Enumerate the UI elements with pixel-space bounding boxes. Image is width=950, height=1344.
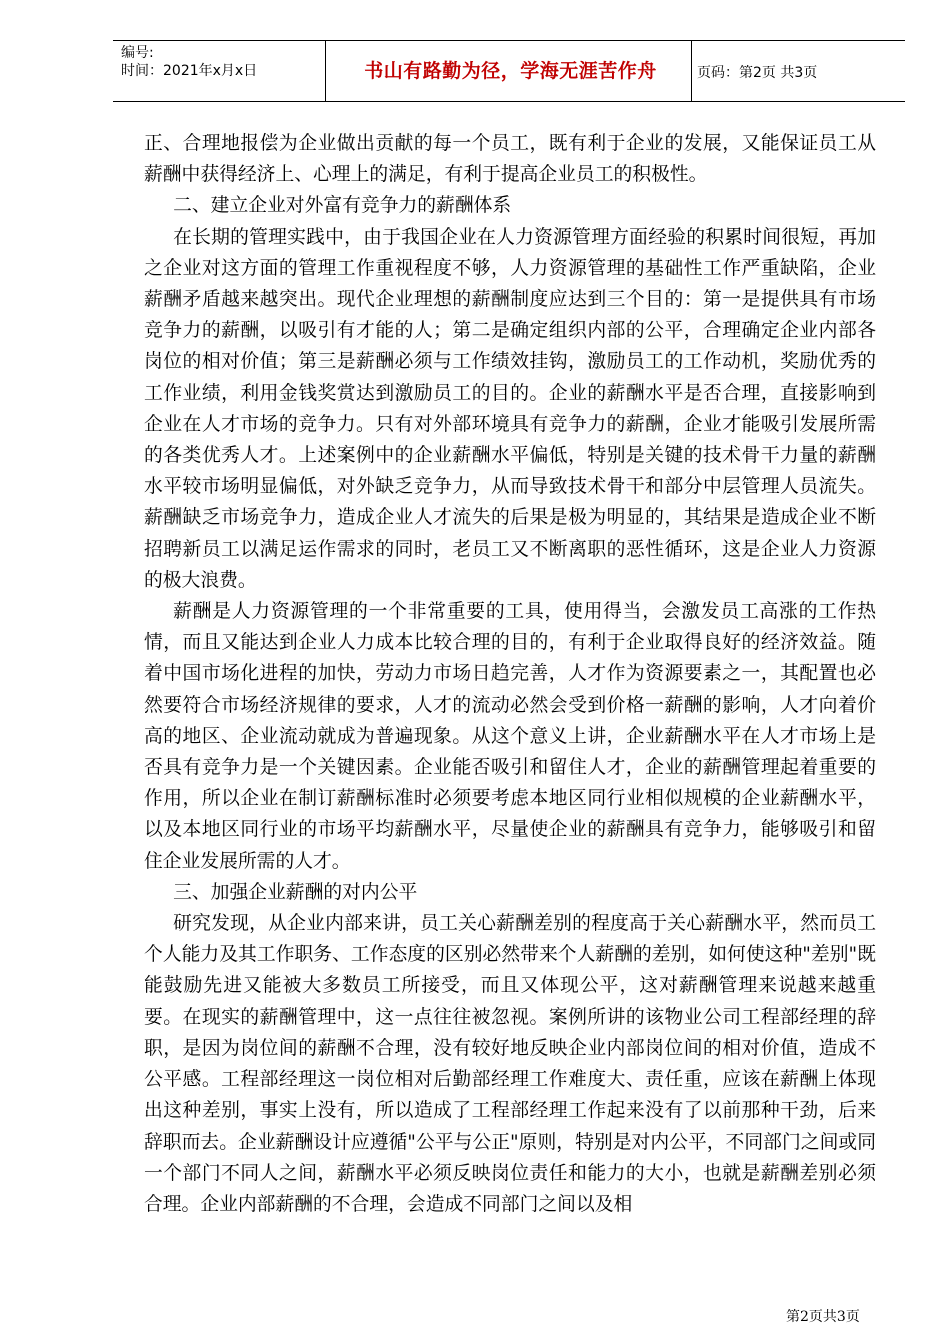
- header-meta: [121, 44, 321, 80]
- body-paragraph: 研究发现，从企业内部来讲，员工关心薪酬差别的程度高于关心薪酬水平，然而员工个人能力及其工作职务、工作态度的区别必然带来个人薪酬的差别，如何使这种"差别"既能鼓励先进又能被大多数员工所接受，而且又体现公平，这对薪酬管理来说越来越重要。在现实的薪酬管理中，这一点往往被忽视。案例所讲的该物业公司工程部经理的辞职，是因为岗位间的薪酬不合理，没有较好地反映企业内部岗位间的相对价值，造成不公平感。工程部经理这一岗位相对后勤部经理工作难度大、责任重，应该在薪酬上体现出这种差别，事实上没有，所以造成了工程部经理工作起来没有了以前那种干劲，后来辞职而去。企业薪酬设计应遵循"公平与公正"原则，特别是对内公平，不同部门之间或同一个部门不同人之间，薪酬水平必须反映岗位责任和能力的大小，也就是薪酬差别必须合理。企业内部薪酬的不合理，会造成不同部门之间以及相: [144, 913, 876, 1215]
- page-header: [113, 40, 905, 102]
- body-paragraph: 在长期的管理实践中，由于我国企业在人力资源管理方面经验的积累时间很短，再加之企业对这方面的管理工作重视程度不够，人力资源管理的基础性工作严重缺陷，企业薪酬矛盾越来越突出。现代企业理想的薪酬制度应达到三个目的：第一是提供具有市场竞争力的薪酬，以吸引有才能的人；第二是确定组织内部的公平，合理确定企业内部各岗位的相对价值；第三是薪酬必须与工作绩效挂钩，激励员工的工作动机，奖励优秀的工作业绩，利用金钱奖赏达到激励员工的目的。企业的薪酬水平是否合理，直接影响到企业在人才市场的竞争力。只有对外部环境具有竞争力的薪酬，企业才能吸引发展所需的各类优秀人才。上述案例中的企业薪酬水平偏低，特别是关键的技术骨干力量的薪酬水平较市场明显偏低，对外缺乏竞争力，从而导致技术骨干和部分中层管理人员流失。薪酬缺乏市场竞争力，造成企业人才流失的后果是极为明显的，其结果是造成企业不断招聘新员工以满足运作需求的同时，老员工又不断离职的恶性循环，这是企业人力资源的极大浪费。: [144, 226, 876, 591]
- header-page-label: 页码：第2页 共3页: [697, 65, 818, 81]
- page-footer: 第2页共3页: [786, 1309, 860, 1325]
- body-paragraph: 薪酬是人力资源管理的一个非常重要的工具，使用得当，会激发员工高涨的工作热情，而且又能达到企业人力成本比较合理的目的，有利于企业取得良好的经济效益。随着中国市场化进程的加快，劳动力市场日趋完善，人才作为资源要素之一，其配置也必然要符合市场经济规律的要求，人才的流动必然会受到价格一薪酬的影响，人才向着价高的地区、企业流动就成为普遍现象。从这个意义上讲，企业薪酬水平在人才市场上是否具有竞争力是一个关键因素。企业能否吸引和留住人才，企业的薪酬管理起着重要的作用，所以企业在制订薪酬标准时必须要考虑本地区同行业相似规模的企业薪酬水平，以及本地区同行业的市场平均薪酬水平，尽量使企业的薪酬具有竞争力，能够吸引和留住企业发展所需的人才。: [144, 601, 876, 872]
- header-divider: [691, 41, 692, 101]
- header-divider: [325, 41, 326, 101]
- section-heading: 三、加强企业薪酬的对内公平: [173, 881, 418, 903]
- section-heading: 二、建立企业对外富有竞争力的薪酬体系: [173, 195, 512, 217]
- document-body: [144, 128, 876, 1220]
- header-time-label: 时间：2021年x月x日: [121, 63, 258, 79]
- header-number-label: 编号:: [121, 45, 154, 61]
- header-motto: 书山有路勤为径，学海无涯苦作舟: [364, 60, 657, 82]
- body-paragraph: 正、合理地报偿为企业做出贡献的每一个员工，既有利于企业的发展，又能保证员工从薪酬中获得经济上、心理上的满足，有利于提高企业员工的积极性。: [144, 133, 876, 186]
